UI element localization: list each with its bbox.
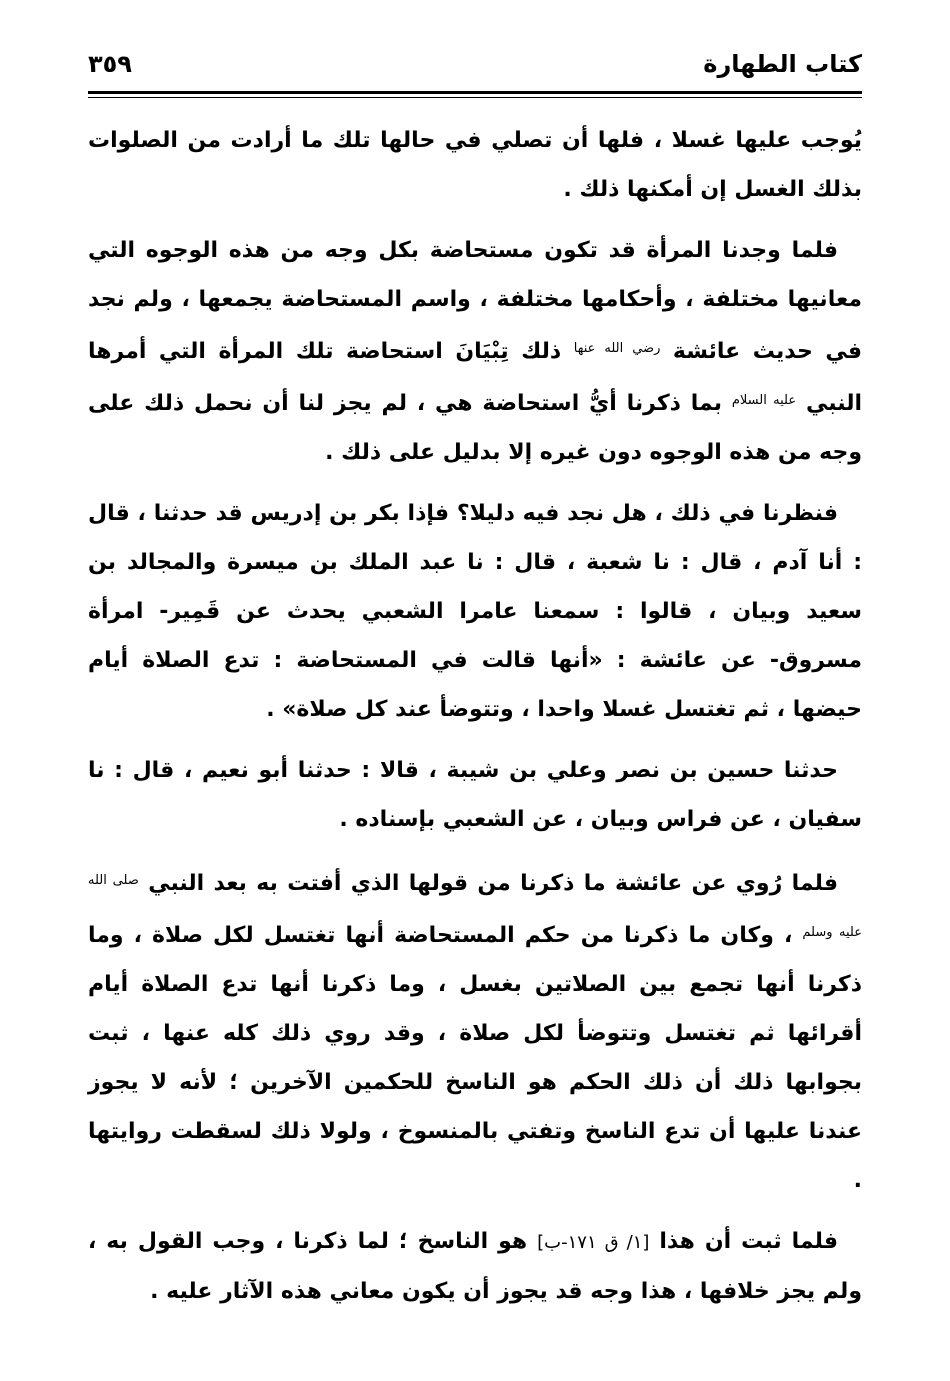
manuscript-reference: [١/ ق ١٧١-ب] [537, 1232, 650, 1253]
paragraph-text: هو الناسخ ؛ لما ذكرنا ، وجب القول به ، ولم يجز خلافها ، هذا وجه قد يجوز أن يكون معاني هذه الآثار عليه . [88, 1229, 862, 1304]
paragraph-3 [88, 489, 862, 734]
paragraph-text: فلما وجدنا المرأة قد تكون مستحاضة بكل وجه من هذه الوجوه التي معانيها مختلفة ، وأحكامها مختلفة ، واسم المستحاضة يجمعها ، ولم نجد في حديث عائشة [88, 238, 862, 364]
paragraph-2 [88, 226, 862, 477]
honorific-glyph: رضي الله عنها [573, 341, 661, 356]
paragraph-5 [88, 856, 862, 1205]
honorific-glyph: عليه السلام [731, 393, 797, 408]
paragraph-text: فلما رُوي عن عائشة ما ذكرنا من قولها الذي أفتت به بعد النبي [148, 871, 838, 896]
header-rule-thin [88, 97, 862, 98]
paragraph-text: ذلك تِبْيَانَ استحاضة تلك المرأة التي أمرها النبي [88, 339, 862, 416]
chapter-title: كتاب الطهارة [703, 50, 862, 78]
header-rule-thick [88, 91, 862, 94]
page-header [88, 40, 862, 86]
paragraph-text: فلما ثبت أن هذا [659, 1229, 838, 1254]
paragraph-text: حدثنا حسين بن نصر وعلي بن شيبة ، قالا : حدثنا أبو نعيم ، قال : نا سفيان ، عن فراس وبيان ، عن الشعبي بإسناده . [88, 758, 862, 832]
body-text [88, 116, 862, 1328]
paragraph-6 [88, 1217, 862, 1316]
page-number: ٣٥٩ [88, 50, 132, 78]
paragraph-1 [88, 116, 862, 214]
paragraph-text: بما ذكرنا أيُّ استحاضة هي ، لم يجز لنا أن نحمل ذلك على وجه من هذه الوجوه دون غيره إلا بدليل على ذلك . [88, 391, 862, 465]
paragraph-text: فنظرنا في ذلك ، هل نجد فيه دليلا؟ فإذا بكر بن إدريس قد حدثنا ، قال : أنا آدم ، قال : نا شعبة ، قال : نا عبد الملك بن ميسرة والمجالد بن سعيد وبيان ، قالوا : سمعنا عامرا الشعبي يحدث عن قَمِير- امرأة مسروق- عن عائشة : «أنها قالت في المستحاضة : تدع الصلاة أيام حيضها ، ثم تغتسل غسلا واحدا ، وتتوضأ عند كل صلاة» . [88, 501, 862, 722]
paragraph-text: يُوجب عليها غسلا ، فلها أن تصلي في حالها تلك ما أرادت من الصلوات بذلك الغسل إن أمكنها ذلك . [88, 128, 862, 202]
paragraph-text: ، وكان ما ذكرنا من حكم المستحاضة أنها تغتسل لكل صلاة ، وما ذكرنا أنها تجمع بين الصلاتين بغسل ، وما ذكرنا أنها تدع الصلاة أيام أقرائها ثم تغتسل وتتوضأ لكل صلاة ، وقد روي ذلك كله عنها ، ثبت بجوابها ذلك أن ذلك الحكم هو الناسخ للحكمين الآخرين ؛ لأنه لا يجوز عندنا عليها أن تدع الناسخ وتفتي بالمنسوخ ، ولولا ذلك لسقطت روايتها . [88, 923, 862, 1193]
paragraph-4 [88, 746, 862, 844]
honorific-glyph: صلى الله عليه وسلم [88, 873, 862, 940]
